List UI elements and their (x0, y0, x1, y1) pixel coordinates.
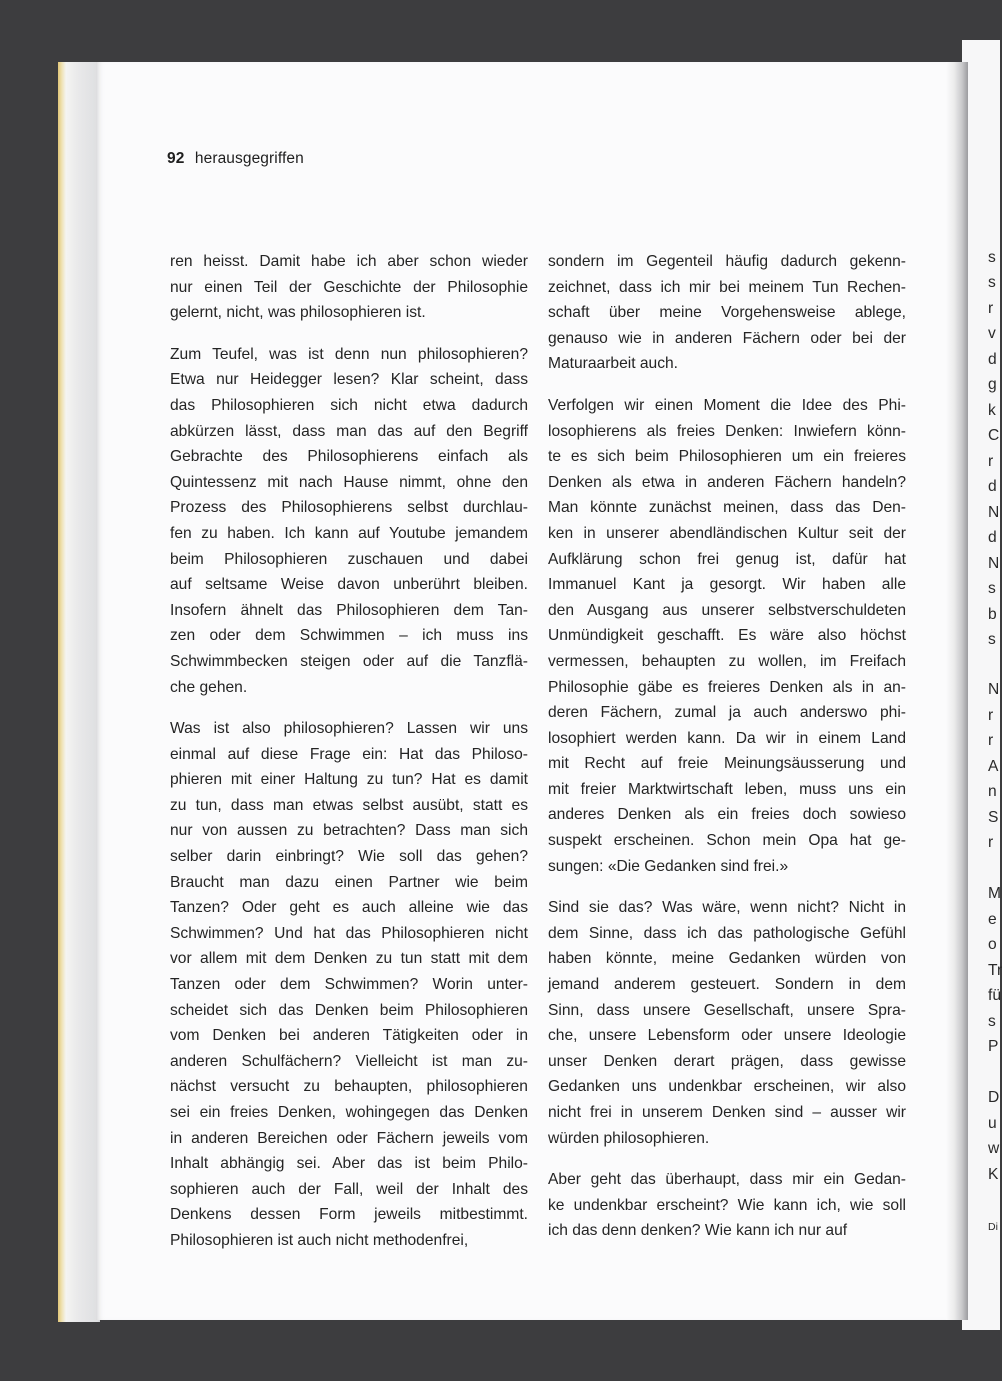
edge-letter: D (988, 1089, 1000, 1106)
text-line: losophierens als freies Denken: Inwiefern könn- (548, 422, 906, 440)
edge-letter: v (988, 325, 996, 342)
text-line: genauso wie in anderen Fächern oder bei der (548, 329, 906, 347)
book-gutter (946, 62, 968, 1320)
text-line: haben könnte, meine Gedanken würden von (548, 950, 906, 968)
edge-letter: M (988, 885, 1001, 902)
edge-letter: w (988, 1140, 1000, 1157)
page-number: 92 (167, 150, 185, 167)
edge-letter: e (988, 911, 997, 928)
edge-letter: C (988, 427, 1000, 444)
text-line: Aufklärung schon frei genug ist, dafür hat (548, 550, 906, 568)
text-line: Maturaarbeit auch. (548, 355, 679, 373)
paragraph (548, 895, 906, 1151)
text-line: ken in unserer abendländischen Kultur seit der (548, 524, 906, 542)
edge-letter: K (988, 1166, 999, 1183)
text-line: vor allem mit dem Denken zu tun statt mit dem (170, 950, 528, 968)
text-line: che, unsere Lebensform oder unsere Ideologie (548, 1027, 906, 1045)
text-line: den Ausgang aus unserer selbstverschuldeten (548, 601, 906, 619)
text-line: jemand anderem gesteuert. Sondern in dem (548, 976, 906, 994)
text-line: zen oder dem Schwimmen – ich muss ins (170, 627, 528, 645)
text-line: nächst versucht zu behaupten, philosophieren (170, 1078, 528, 1096)
text-line: vermessen, behaupten zu wollen, im Freifach (548, 652, 906, 670)
text-line: ke undenkbar erscheint? Wie kann ich, wie soll (548, 1196, 906, 1214)
edge-letter: r (988, 453, 994, 470)
edge-letter: o (988, 936, 997, 953)
paragraph (548, 393, 906, 879)
text-line: Was ist also philosophieren? Lassen wir uns (170, 720, 528, 738)
edge-letter: N (988, 555, 1000, 572)
paragraph (548, 249, 906, 377)
text-line: mit freier Marktwirtschaft leben, muss uns ein (548, 780, 906, 798)
text-line: zeichnet, dass ich mir bei meinem Tun Rechen- (548, 278, 906, 296)
edge-letter: r (988, 732, 994, 749)
text-line: nur von aussen zu betrachten? Dass man sich (170, 822, 528, 840)
text-line: losophiert werden kann. Da wir in einem Land (548, 729, 906, 747)
text-line: te es sich beim Philosophieren um ein freieres (548, 448, 906, 466)
edge-letter: s (988, 580, 996, 597)
text-line: Prozess des Philosophierens selbst durchlau- (170, 499, 528, 517)
text-line: Gebrachte des Philosophierens einfach als (170, 448, 528, 466)
text-line: das Philosophieren sich nicht etwa dadurch (170, 396, 528, 414)
text-line: anderes Denken als ein freies doch sowieso (548, 806, 906, 824)
text-line: Tanzen? Oder geht es auch alleine wie das (170, 899, 528, 917)
edge-letter: r (988, 707, 994, 724)
text-line: Zum Teufel, was ist denn nun philosophieren? (170, 345, 528, 363)
text-line: Man könnte zunächst meinen, dass das Den- (548, 499, 906, 517)
section-title: herausgegriffen (194, 150, 304, 167)
text-line: auf seltsame Weise davon unberührt bleiben. (170, 576, 528, 594)
edge-letter: s (988, 249, 996, 266)
text-line: Inhalt abhängig sei. Aber das ist beim Philo- (170, 1155, 528, 1173)
text-line: Schwimmbecken steigen oder auf die Tanzflä- (170, 652, 528, 670)
paragraph (170, 716, 528, 1253)
edge-letter: S (988, 809, 999, 826)
text-line: deren Fächern, zumal ja auch anderswo phi- (548, 704, 906, 722)
next-page-text-edge (988, 249, 1002, 1249)
edge-letter: d (988, 478, 997, 495)
edge-letter: A (988, 758, 999, 775)
text-line: Philosophie gäbe es freieres Denken als in an- (548, 678, 906, 696)
edge-letter: s (988, 274, 996, 291)
text-line: Philosophieren ist auch nicht methodenfrei, (170, 1231, 469, 1249)
text-line: sophieren auch der Fall, weil der Inhalt des (170, 1180, 528, 1198)
text-line: fen zu haben. Ich kann auf Youtube jemandem (170, 524, 528, 542)
edge-letter: Tr (988, 962, 1002, 979)
text-line: suspekt erscheinen. Schon mein Opa hat ge- (548, 832, 906, 850)
text-line: Quintessenz mit nach Hause nimmt, ohne den (170, 473, 528, 491)
text-line: Sinn, dass unsere Gesellschaft, unsere Spra- (548, 1001, 906, 1019)
text-line: vom Denken bei anderen Tätigkeiten oder in (170, 1027, 528, 1045)
edge-letter: n (988, 783, 997, 800)
text-line: selber darin einbringt? Wie soll das gehen? (170, 848, 528, 866)
text-line: Denken als etwa in anderen Fächern handeln? (548, 473, 906, 491)
text-line: nicht frei in unserem Denken sind – ausser wir (548, 1104, 906, 1121)
text-line: sei ein freies Denken, wohingegen das Denken (170, 1104, 528, 1121)
edge-letter: fü (988, 987, 1002, 1004)
text-line: Unmündigkeit geschafft. Es wäre also höchst (548, 627, 906, 645)
text-line: mit Recht auf freie Meinungsäusserung und (548, 755, 906, 773)
paragraph (170, 249, 528, 326)
paragraph (170, 342, 528, 700)
left-text-column (170, 249, 528, 1270)
text-line: beim Philosophieren zuschauen und dabei (170, 550, 528, 568)
edge-letter: N (988, 681, 1000, 698)
text-line: gelernt, nicht, was philosophieren ist. (170, 304, 426, 322)
edge-letter: s (988, 631, 996, 648)
text-line: ich das denn denken? Wie kann ich nur auf (548, 1222, 848, 1240)
running-header (167, 150, 304, 168)
text-line: nur einen Teil der Geschichte der Philosophie (170, 278, 528, 296)
text-line: Immanuel Kant ja gesorgt. Wir haben alle (548, 576, 906, 594)
edge-letter: r (988, 834, 994, 851)
text-line: Insofern ähnelt das Philosophieren dem Tan- (170, 601, 528, 619)
text-line: in anderen Bereichen oder Fächern jeweils vom (170, 1129, 528, 1147)
edge-letter: u (988, 1115, 997, 1132)
text-line: Etwa nur Heidegger lesen? Klar scheint, dass (170, 371, 528, 389)
text-line: Braucht man dazu einen Partner wie beim (170, 873, 528, 891)
edge-letter: b (988, 606, 997, 623)
text-line: sungen: «Die Gedanken sind frei.» (548, 857, 789, 875)
edge-letter: k (988, 402, 996, 419)
text-line: Schwimmen? Und hat das Philosophieren nicht (170, 924, 528, 942)
text-line: Denkens dessen Form jeweils mitbestimmt. (170, 1206, 528, 1224)
text-line: Aber geht das überhaupt, dass mir ein Gedan- (548, 1171, 906, 1189)
text-line: Verfolgen wir einen Moment die Idee des Phi- (548, 396, 906, 414)
text-line: scheidet sich das Denken beim Philosophieren (170, 1001, 528, 1019)
edge-letter: d (988, 351, 997, 368)
edge-letter: g (988, 376, 997, 393)
page-edges (58, 62, 100, 1322)
text-line: Gedanken uns undenkbar erscheinen, wir also (548, 1078, 906, 1096)
text-line: Sind sie das? Was wäre, wenn nicht? Nicht in (548, 899, 906, 917)
text-line: abkürzen lässt, dass man das auf den Begriff (170, 422, 528, 440)
text-line: anderen Schulfächern? Vielleicht ist man zu- (170, 1052, 528, 1070)
edge-letter: r (988, 300, 994, 317)
edge-letter: Di (988, 1221, 998, 1233)
text-line: phieren mit einer Haltung zu tun? Hat es damit (170, 771, 528, 789)
edge-letter: s (988, 1013, 996, 1030)
text-line: unser Denken derart prägen, dass gewisse (548, 1052, 906, 1070)
right-text-column (548, 249, 906, 1260)
edge-letter: P (988, 1038, 999, 1055)
text-line: che gehen. (170, 678, 248, 696)
text-line: ren heisst. Damit habe ich aber schon wieder (170, 253, 528, 270)
edge-letter: d (988, 529, 997, 546)
paragraph (548, 1167, 906, 1244)
edge-letter: N (988, 504, 1000, 521)
text-line: schaft über meine Vorgehensweise ablege, (548, 304, 906, 322)
text-line: würden philosophieren. (548, 1129, 710, 1147)
text-line: Tanzen oder dem Schwimmen? Worin unter- (170, 976, 528, 994)
text-line: sondern im Gegenteil häufig dadurch gekenn- (548, 253, 906, 270)
text-line: dem Sinne, dass ich das pathologische Gefühl (548, 924, 906, 942)
text-line: zu tun, dass man etwas selbst ausübt, statt es (170, 796, 528, 814)
text-line: einmal auf diese Frage ein: Hat das Philoso- (170, 745, 528, 763)
